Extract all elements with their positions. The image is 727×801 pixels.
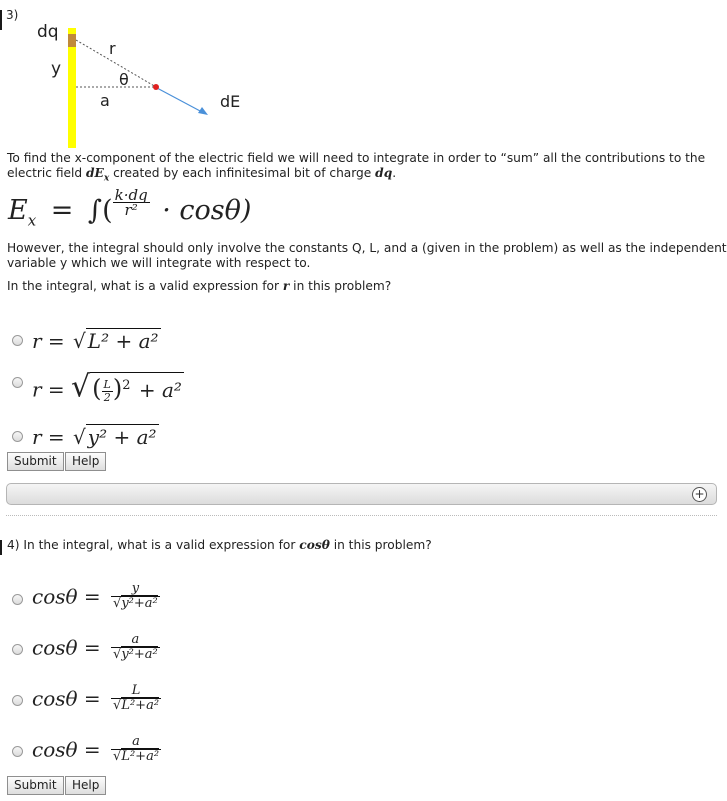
question-divider: [6, 515, 717, 516]
charge-element: [68, 34, 76, 47]
field-formula: [8, 188, 251, 228]
intro-line-2-mid: created by each infinitesimal bit of charge: [109, 166, 376, 180]
q4-option-4: cosθ = $\frac{a}{\text{√L²+a²}}$: [32, 734, 160, 764]
however-line-2: variable y which we will integrate with respect to.: [7, 256, 311, 270]
label-dE: dE: [220, 92, 241, 111]
plus-circle-icon[interactable]: +: [692, 487, 707, 502]
q3-option-3-radio[interactable]: [12, 431, 23, 442]
question-3-prompt: In the integral, what is a valid expression for r in this problem?: [7, 279, 392, 293]
dE-vector: [157, 88, 202, 112]
question-marker-3: [0, 10, 2, 30]
intro-line-2-pre: electric field: [7, 166, 87, 180]
formula-fraction: $\frac{k\cdot dq}{\text{r²}}$: [114, 186, 148, 219]
dE-arrowhead: [198, 107, 208, 115]
dq-symbol: dq: [375, 166, 393, 180]
q3-option-2: r = √( $\frac{L}{2}$ )$^2$ + a²: [32, 369, 182, 405]
intro-line-2: electric field $dE_x$ created by each infinitesimal bit of charge dq.: [7, 166, 397, 184]
question-marker-4: [0, 540, 2, 555]
formula-lhs: $E_x$: [8, 195, 37, 230]
however-line-1: However, the integral should only involve the constants Q, L, and a (given in the problem) as well as the independent: [7, 241, 727, 255]
q3-option-3: r = √ y² + a²: [32, 425, 157, 449]
q4-option-1-radio[interactable]: [12, 594, 23, 605]
dE-x-symbol: $dE_x$: [86, 166, 110, 184]
q3-submit-button[interactable]: Submit: [7, 452, 64, 471]
intro-line-1: To find the x-component of the electric field we will need to integrate in order to “sum” all the contributions to the: [7, 151, 706, 165]
formula-integral: ∫(: [88, 195, 113, 226]
q4-option-2: cosθ = $\frac{a}{\text{√y²+a²}}$: [32, 632, 158, 662]
q4-option-3-radio[interactable]: [12, 695, 23, 706]
r-symbol: r: [282, 279, 290, 293]
q4-option-3: cosθ = $\frac{L}{\text{√L²+a²}}$: [32, 683, 160, 713]
label-y: y: [51, 59, 62, 79]
q4-option-2-radio[interactable]: [12, 644, 23, 655]
q3-option-1-radio[interactable]: [12, 335, 23, 346]
label-a: a: [100, 91, 110, 110]
question-4-prompt: 4) In the integral, what is a valid expression for cosθ in this problem?: [7, 538, 432, 552]
formula-equals: =: [50, 195, 74, 226]
question-4-number: 4): [7, 538, 20, 552]
label-dq: dq: [37, 22, 59, 42]
formula-rest: · cosθ): [162, 195, 252, 226]
q4-submit-button[interactable]: Submit: [7, 776, 64, 795]
question-3-number: 3): [6, 8, 19, 22]
cos-theta-symbol: cosθ: [299, 538, 330, 552]
r-line: [76, 40, 156, 87]
label-theta: θ: [119, 70, 129, 89]
q3-expand-bar[interactable]: [6, 483, 717, 505]
label-r: r: [109, 39, 116, 58]
q3-option-2-radio[interactable]: [12, 377, 23, 388]
q4-help-button[interactable]: Help: [65, 776, 106, 795]
q3-help-button[interactable]: Help: [65, 452, 106, 471]
q3-option-1: r = √ L² + a²: [32, 329, 159, 353]
q4-option-1: cosθ = $\frac{y}{\text{√y²+a²}}$: [32, 581, 158, 611]
q4-option-4-radio[interactable]: [12, 746, 23, 757]
figure-svg: [30, 18, 260, 150]
field-point: [153, 84, 159, 90]
charged-rod-figure: [30, 18, 260, 150]
